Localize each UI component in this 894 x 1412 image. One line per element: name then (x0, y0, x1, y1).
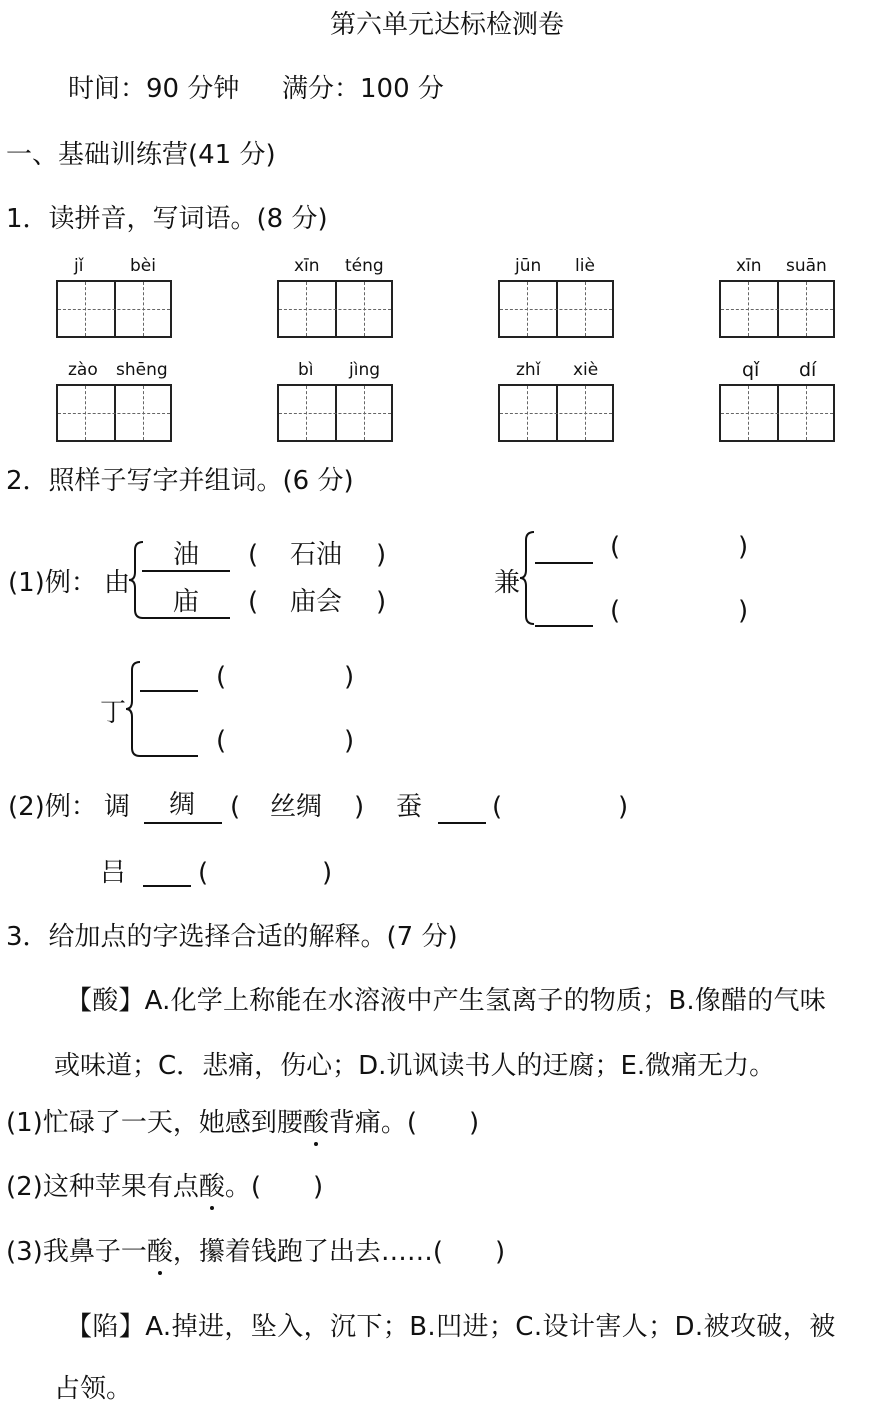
pinyin: xīn (736, 256, 762, 276)
paren-open: ( (610, 532, 621, 562)
pinyin: zhǐ (516, 360, 541, 380)
question-char-can: 蚕 (396, 792, 423, 822)
paren-close: ) (322, 858, 333, 888)
paren-open: ( (492, 792, 503, 822)
answer-line[interactable] (438, 822, 486, 824)
answer-line[interactable] (140, 690, 198, 692)
dotted-char: 酸 (302, 1108, 329, 1138)
definition-suan-line2: 或味道；C．悲痛，伤心；D.讥讽读书人的迂腐；E.微痛无力。 (54, 1051, 776, 1081)
writing-grid[interactable] (719, 384, 835, 442)
pinyin: xiè (573, 360, 599, 380)
definition-xian-line1: 【陷】A.掉进，坠入，沉下；B.凹进；C.设计害人；D.被攻破，被 (66, 1312, 836, 1342)
question-char-jian: 兼 (494, 568, 521, 598)
answer-line[interactable] (143, 885, 191, 887)
pinyin: bì (298, 360, 314, 380)
pinyin: suān (786, 256, 827, 276)
answer-line[interactable] (140, 755, 198, 757)
paren-close: ) (344, 662, 355, 692)
pinyin: téng (345, 256, 384, 276)
pinyin: shēng (116, 360, 168, 380)
example-char: 由 (104, 568, 131, 598)
example-word: 庙会 (290, 587, 343, 617)
paren-open: ( (610, 596, 621, 626)
paren-open: ( (216, 662, 227, 692)
writing-grid[interactable] (719, 280, 835, 338)
answer-line[interactable] (535, 562, 593, 564)
brace-icon (127, 540, 145, 620)
paren-close: ) (376, 587, 387, 617)
example-fill-char: 庙 (173, 587, 200, 617)
example-2-fill: 绸 (169, 790, 196, 820)
section-1-title: 一、基础训练营(41 分) (6, 140, 276, 170)
sentence-2: (2)这种苹果有点酸。( ) (6, 1172, 324, 1202)
example-word: 石油 (290, 540, 343, 570)
writing-grid[interactable] (56, 280, 172, 338)
paren-open: ( (248, 587, 259, 617)
paren-close: ) (344, 726, 355, 756)
definition-xian-line2: 占领。 (54, 1374, 133, 1404)
question-2-title: 2．照样子写字并组词。(6 分) (6, 466, 354, 496)
pinyin: liè (575, 256, 595, 276)
answer-line (144, 822, 222, 824)
brace-icon (518, 530, 536, 626)
pinyin: dí (799, 359, 817, 381)
question-3-title: 3．给加点的字选择合适的解释。(7 分) (6, 922, 458, 952)
writing-grid[interactable] (498, 384, 614, 442)
paren-open: ( (198, 858, 209, 888)
example-2-label: (2)例： (8, 792, 97, 822)
question-char-lv: 吕 (100, 858, 127, 888)
paren-close: ) (738, 532, 749, 562)
pinyin: jǐ (74, 256, 84, 276)
brace-icon (124, 660, 142, 758)
example-2-word: 丝绸 (270, 792, 323, 822)
full-score: 满分：100 分 (282, 74, 444, 104)
writing-grid[interactable] (277, 280, 393, 338)
example-2-char: 调 (104, 792, 131, 822)
definition-suan-line1: 【酸】A.化学上称能在水溶液中产生氢离子的物质；B.像醋的气味 (66, 986, 826, 1016)
question-char-ding: 丁 (100, 698, 127, 728)
page-title: 第六单元达标检测卷 (329, 10, 564, 40)
paren-close: ) (738, 596, 749, 626)
pinyin: jìng (349, 360, 381, 380)
pinyin: jūn (515, 256, 542, 276)
paren-close: ) (354, 792, 365, 822)
answer-line (142, 570, 230, 572)
sentence-1: (1)忙碌了一天，她感到腰酸背痛。( ) (6, 1108, 480, 1138)
answer-line[interactable] (535, 625, 593, 627)
time-limit: 时间：90 分钟 (68, 74, 240, 104)
pinyin: qǐ (742, 359, 760, 381)
writing-grid[interactable] (498, 280, 614, 338)
writing-grid[interactable] (277, 384, 393, 442)
paren-open: ( (216, 726, 227, 756)
example-fill-char: 油 (173, 540, 200, 570)
pinyin: xīn (294, 256, 320, 276)
paren-close: ) (618, 792, 629, 822)
answer-line (142, 617, 230, 619)
writing-grid[interactable] (56, 384, 172, 442)
paren-open: ( (248, 540, 259, 570)
paren-open: ( (230, 792, 241, 822)
dotted-char: 酸 (146, 1237, 173, 1267)
pinyin: zào (68, 360, 98, 380)
pinyin: bèi (130, 256, 156, 276)
sentence-3: (3)我鼻子一酸，攥着钱跑了出去……( ) (6, 1237, 506, 1267)
question-1-title: 1．读拼音，写词语。(8 分) (6, 204, 328, 234)
paren-close: ) (376, 540, 387, 570)
example-1-label: (1)例： (8, 568, 97, 598)
dotted-char: 酸 (198, 1172, 225, 1202)
